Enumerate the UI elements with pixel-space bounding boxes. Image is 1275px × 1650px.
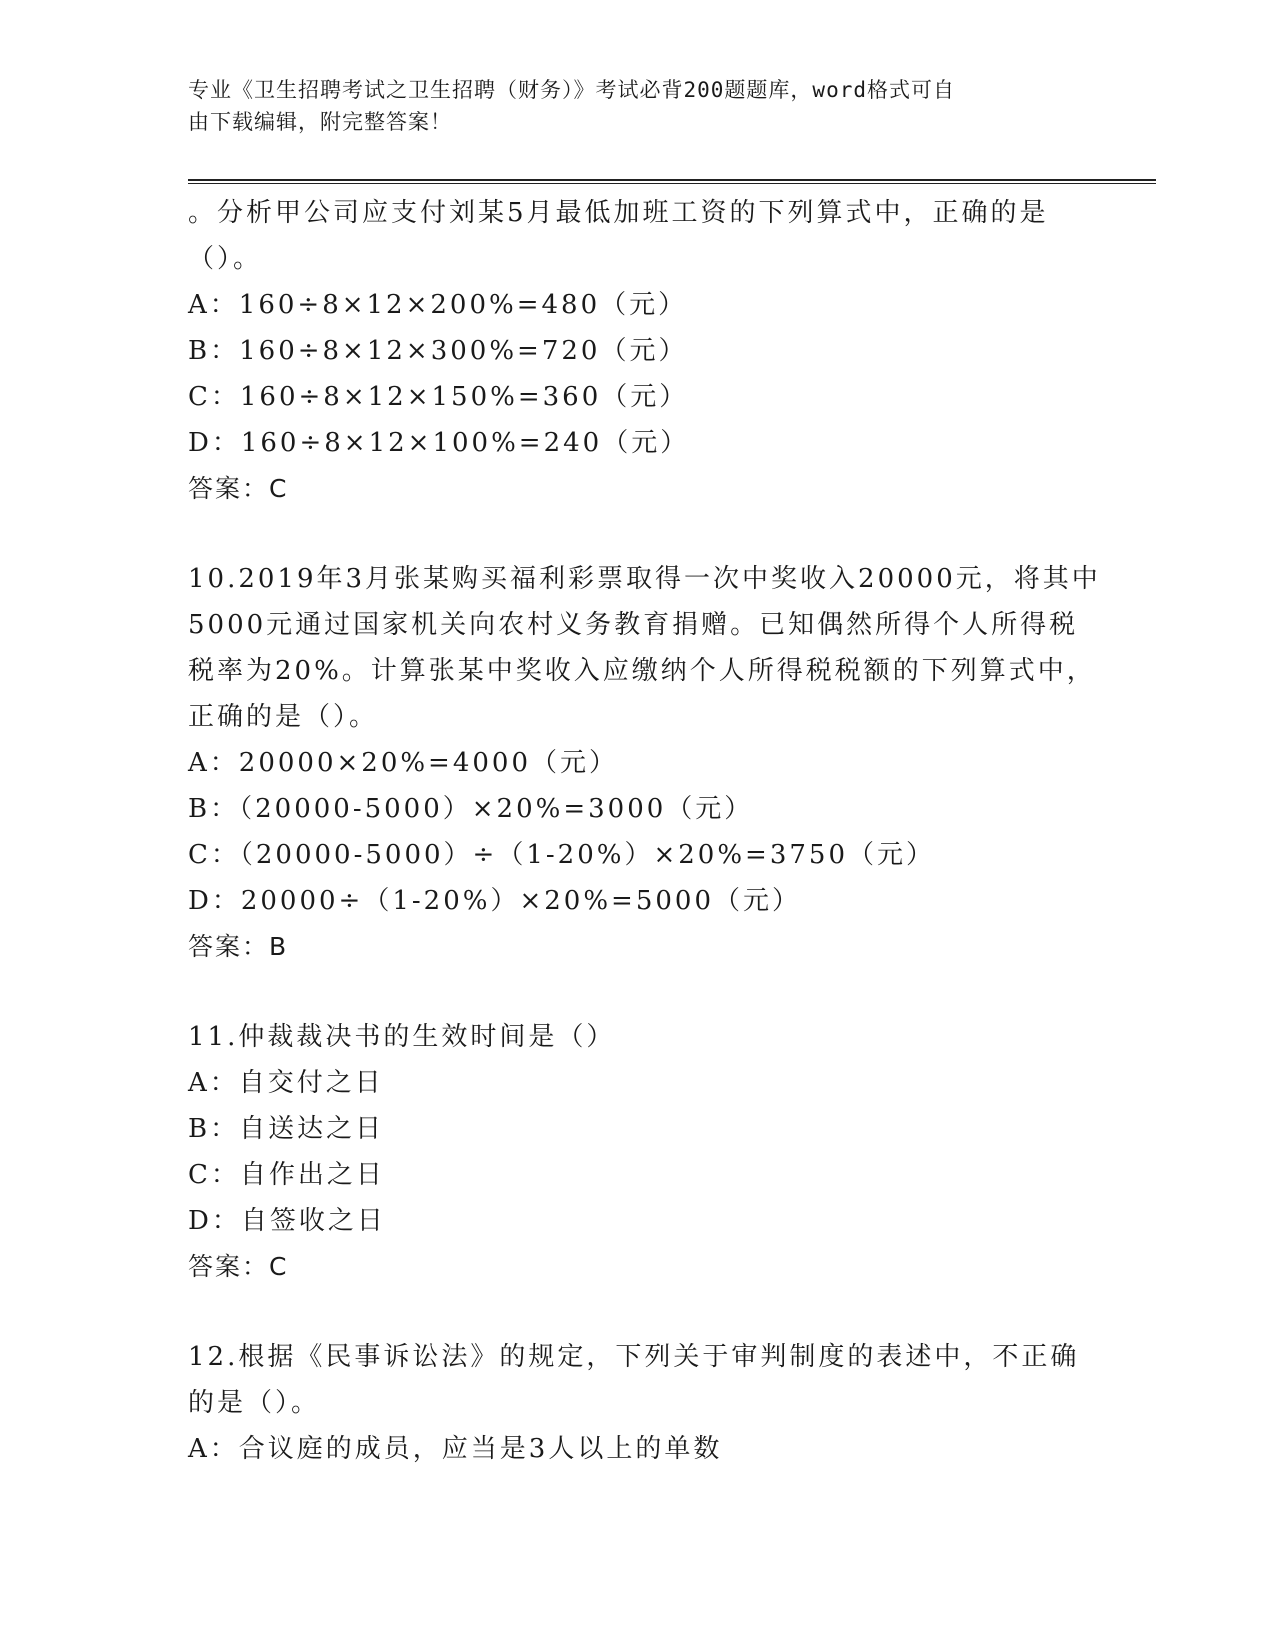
spacer [188, 512, 1088, 556]
option-a: A：160÷8×12×200%=480（元） [188, 290, 688, 320]
spacer [188, 1290, 1088, 1334]
header-line-2: 由下载编辑，附完整答案！ [188, 110, 452, 134]
answer-line: 答案：C [188, 1252, 289, 1281]
option-c: C：自作出之日 [188, 1160, 385, 1190]
question-stem-line: （）。 [188, 244, 263, 274]
spacer [188, 970, 1088, 1014]
option-a: A：20000×20%=4000（元） [188, 748, 619, 778]
document-body [188, 190, 1101, 1472]
question-stem-line: 税率为20%。计算张某中奖收入应缴纳个人所得税税额的下列算式中， [188, 656, 1096, 686]
option-c: C：（20000-5000）÷（1-20%）×20%=3750（元） [188, 840, 935, 870]
header-rule-thin [188, 183, 1156, 184]
question-10 [188, 556, 1101, 970]
question-stem-line: 。分析甲公司应支付刘某5月最低加班工资的下列算式中，正确的是 [188, 198, 1049, 228]
document-header [188, 74, 1088, 138]
option-b: B：自送达之日 [188, 1114, 385, 1144]
option-a: A：合议庭的成员，应当是3人以上的单数 [188, 1434, 723, 1464]
option-a: A：自交付之日 [188, 1068, 384, 1098]
question-stem-line: 11.仲裁裁决书的生效时间是（） [188, 1022, 616, 1052]
option-d: D：160÷8×12×100%=240（元） [188, 428, 690, 458]
answer-line: 答案：C [188, 474, 289, 503]
question-stem-line: 正确的是（）。 [188, 702, 379, 732]
header-line-1: 专业《卫生招聘考试之卫生招聘（财务）》考试必背200题题库，word格式可自 [188, 78, 955, 102]
question-9 [188, 190, 1088, 512]
question-11 [188, 1014, 1088, 1290]
option-d: D：20000÷（1-20%）×20%=5000（元） [188, 886, 801, 916]
question-stem-line: 10.2019年3月张某购买福利彩票取得一次中奖收入20000元，将其中 [188, 564, 1101, 594]
question-stem-line: 5000元通过国家机关向农村义务教育捐赠。已知偶然所得个人所得税 [188, 610, 1079, 640]
question-stem-line: 的是（）。 [188, 1388, 321, 1418]
question-stem-line: 12.根据《民事诉讼法》的规定，下列关于审判制度的表述中，不正确 [188, 1342, 1080, 1372]
question-12 [188, 1334, 1088, 1472]
option-b: B：160÷8×12×300%=720（元） [188, 336, 688, 366]
header-rule-thick [188, 179, 1156, 181]
option-b: B：（20000-5000）×20%=3000（元） [188, 794, 754, 824]
option-d: D：自签收之日 [188, 1206, 386, 1236]
option-c: C：160÷8×12×150%=360（元） [188, 382, 689, 412]
answer-line: 答案：B [188, 932, 289, 961]
